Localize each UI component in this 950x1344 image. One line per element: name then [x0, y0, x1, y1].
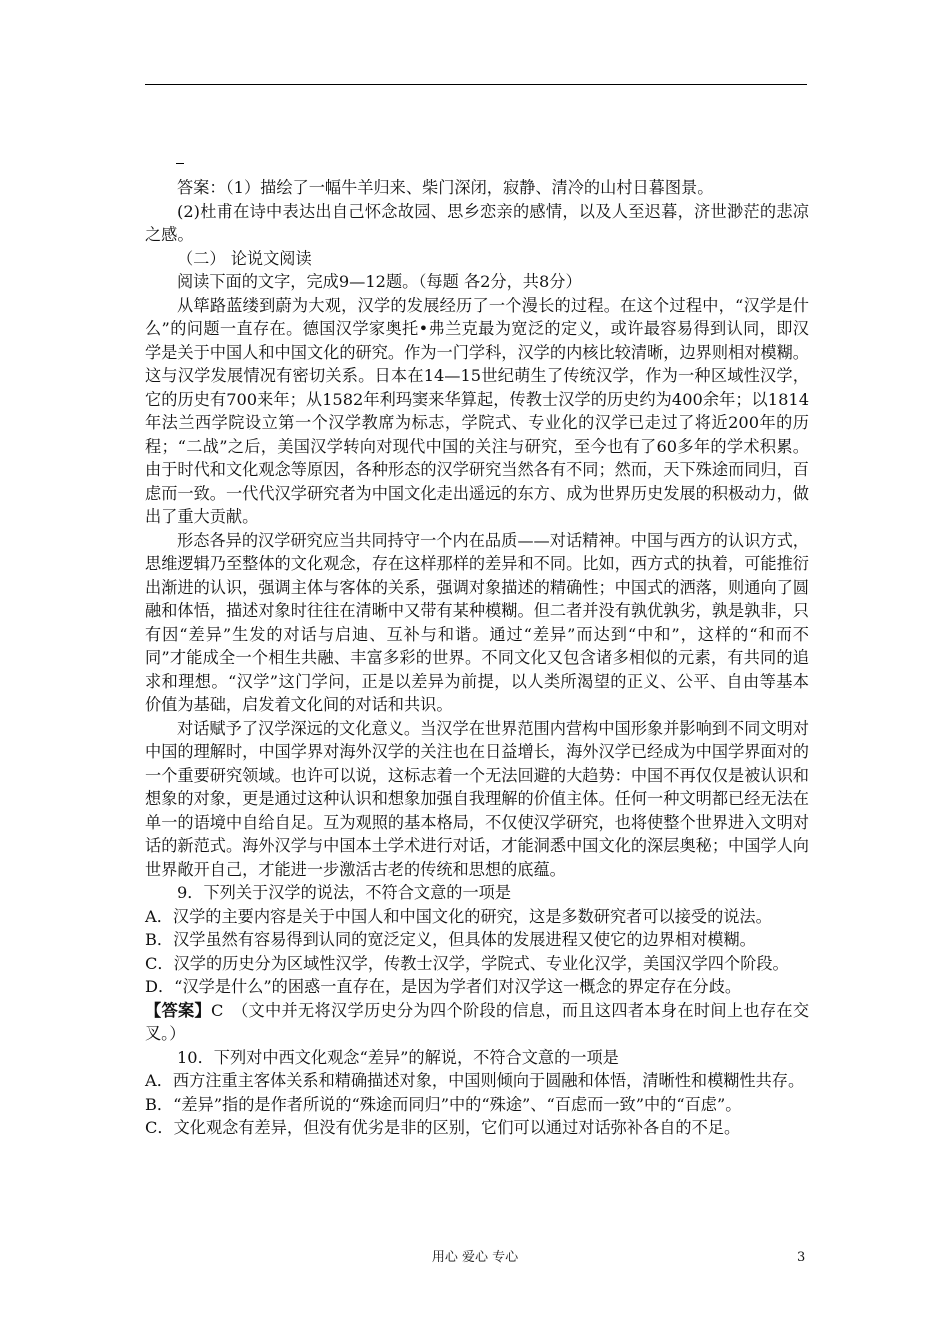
question-10-option-b: B．“差异”指的是作者所说的“殊途而同归”中的“殊途”、“百虑而一致”中的“百虑”。 [145, 1094, 742, 1114]
instruction: 阅读下面的文字，完成9—12题。（每题 各2分，共8分） [177, 272, 582, 291]
footer-text: 用心 爱心 专心 [431, 1250, 519, 1265]
paragraph-3: 对话赋予了汉学深远的文化意义。当汉学在世界范围内营构中国形象并影响到不同文明对中国的理解时，中国学界对海外汉学的关注也在日益增长，海外汉学已经成为中国学界面对的一个重要研究领域。也许可以说，这标志着一个无法回避的大趋势：中国不再仅仅是被认识和想象的对象，更是通过这种认识和想象加强自我理解的价值主体。任何一种文明都已经无法在单一的语境中自给自足。互为观照的基本格局，不仅使汉学研究，也将使整个世界进入文明对话的新范式。海外汉学与中国本土学术进行对话，才能洞悉中国文化的深层奥秘；中国学人向世界敞开自己，才能进一步激活古老的传统和思想的底蕴。 [145, 718, 809, 879]
question-9-option-a: A．汉学的主要内容是关于中国人和中国文化的研究，这是多数研究者可以接受的说法。 [145, 906, 772, 926]
question-9-option-d: D．“汉学是什么”的困惑一直存在，是因为学者们对汉学这一概念的界定存在分歧。 [145, 977, 742, 996]
answer-line-1: 答案：（1）描绘了一幅牛羊归来、柴门深闭，寂静、清冷的山村日暮图景。 [177, 178, 714, 197]
question-9-option-b: B．汉学虽然有容易得到认同的宽泛定义，但具体的发展进程又使它的边界相对模糊。 [145, 930, 756, 949]
section-heading: （二） 论说文阅读 [177, 248, 312, 268]
page-number: 3 [797, 1250, 806, 1265]
question-10-stem: 10．下列对中西文化观念“差异”的解说，不符合文意的一项是 [177, 1047, 619, 1067]
answer-line-2: (2)杜甫在诗中表达出自己怀念故园、思乡恋亲的感情，以及人至迟暮，济世渺茫的悲凉之感。 [145, 201, 809, 244]
answer-tag: 【答案】 [145, 1000, 211, 1020]
question-9-option-c: C．汉学的历史分为区域性汉学，传教士汉学，学院式、专业化汉学，美国汉学四个阶段。 [145, 953, 789, 973]
question-9-answer [145, 999, 809, 1046]
question-9-stem: 9．下列关于汉学的说法，不符合文意的一项是 [177, 883, 512, 902]
document-body [145, 176, 809, 1140]
stray-mark [176, 163, 184, 164]
header-rule [145, 84, 807, 85]
paragraph-1: 从筚路蓝缕到蔚为大观，汉学的发展经历了一个漫长的过程。在这个过程中，“汉学是什么”的问题一直存在。德国汉学家奥托•弗兰克最为宽泛的定义，或许最容易得到认同，即汉学是关于中国人和中国文化的研究。作为一门学科，汉学的内核比较清晰，边界则相对模糊。这与汉学发展情况有密切关系。日本在14—15世纪萌生了传统汉学，作为一种区域性汉学，它的历史有700来年；从1582年利玛窦来华算起，传教士汉学的历史约为400余年；以1814年法兰西学院设立第一个汉学教席为标志，学院式、专业化的汉学已走过了将近200年的历程；“二战”之后，美国汉学转向对现代中国的关注与研究，至今也有了60多年的学术积累。由于时代和文化观念等原因，各种形态的汉学研究当然各有不同；然而，天下殊途而同归，百虑而一致。一代代汉学研究者为中国文化走出遥远的东方、成为世界历史发展的积极动力，做出了重大贡献。 [145, 295, 809, 526]
question-10-option-a: A．西方注重主客体关系和精确描述对象，中国则倾向于圆融和体悟，清晰性和模糊性共存。 [145, 1071, 805, 1090]
paragraph-2: 形态各异的汉学研究应当共同持守一个内在品质——对话精神。中国与西方的认识方式，思维逻辑乃至整体的文化观念，存在这样那样的差异和不同。比如，西方式的执着，可能推衍出渐进的认识，强调主体与客体的关系，强调对象描述的精确性；中国式的洒落，则通向了圆融和体悟，描述对象时往往在清晰中又带有某种模糊。但二者并没有孰优孰劣，孰是孰非，只有因“差异”生发的对话与启迪、互补与和谐。通过“差异”而达到“中和”，这样的“和而不同”才能成全一个相生共融、丰富多彩的世界。不同文化又包含诸多相似的元素，有共同的追求和理想。“汉学”这门学问，正是以差异为前提，以人类所渴望的正义、公平、自由等基本价值为基础，启发着文化间的对话和共识。 [145, 530, 809, 714]
question-10-option-c: C．文化观念有差异，但没有优劣是非的区别，它们可以通过对话弥补各自的不足。 [145, 1118, 741, 1137]
answer-text: C （文中并无将汉学历史分为四个阶段的信息，而且这四者本身在时间上也存在交叉。） [145, 1000, 810, 1043]
